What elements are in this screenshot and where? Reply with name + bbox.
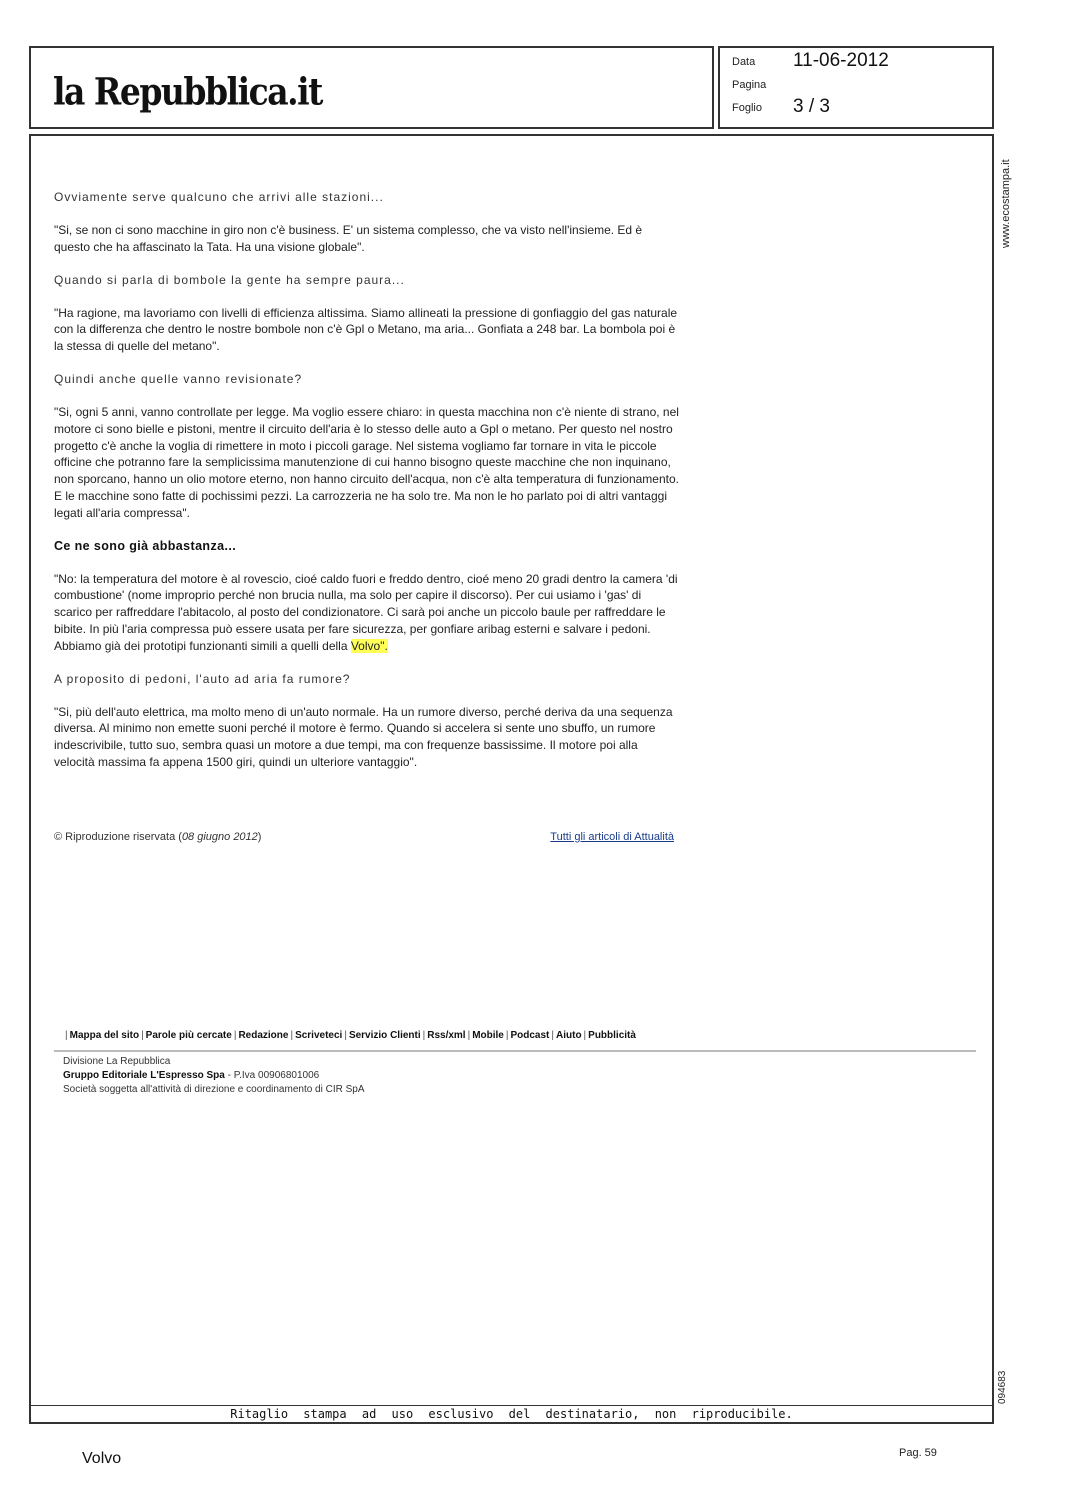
nav-link-podcast[interactable]: Podcast	[510, 1030, 550, 1041]
nav-link-site-map[interactable]: Mappa del sito	[69, 1030, 140, 1041]
article-body	[54, 190, 679, 788]
page-number: Pag. 59	[899, 1447, 937, 1459]
page-label: Pagina	[732, 79, 767, 91]
answer: "Si, ogni 5 anni, vanno controllate per legge. Ma voglio essere chiaro: in questa macchina non c'è niente di strano, nel motore ci sono bielle e pistoni, mentre il circuito dell'aria è lo stesso delle auto a Gpl o metano. Per questo nel nostro progetto c'è anche la voglia di rimettere in moto i piccoli garage. Nel sistema vogliamo far tornare in vita le piccole officine che potranno fare la semplicissima manutenzione di cui hanno bisogno queste macchine che non inquinano, non sporcano, hanno un olio motore eterno, non hanno circuito dell'acqua, non c'è alta temperatura di funzionamento. E le macchine sono fatte di pochissimi pezzi. La carrozzeria ne ha solo tre. Ma non le ho parlato poi di altri vantaggi legati all'aria compressa".	[54, 404, 679, 520]
date-value: 11-06-2012	[793, 50, 889, 71]
date-label: Data	[732, 56, 756, 68]
copyright-text: © Riproduzione riservata (	[54, 831, 182, 843]
answer: "Si, se non ci sono macchine in giro non c'è business. E' un sistema complesso, che va visto nell'insieme. Ed è questo che ha affascinato la Tata. Ha una visione globale".	[54, 223, 643, 254]
nav-link-advertising[interactable]: Pubblicità	[588, 1030, 636, 1041]
masthead-box	[29, 46, 714, 129]
highlighted-keyword: Volvo".	[350, 638, 388, 653]
nav-link-rss[interactable]: Rss/xml	[427, 1030, 466, 1041]
copyright-line	[54, 831, 674, 843]
clipping-code: 094683	[997, 1370, 1008, 1404]
corp-group	[63, 1069, 365, 1083]
all-articles-link[interactable]: Tutti gli articoli di Attualità	[550, 831, 674, 843]
answer-text: "No: la temperatura del motore è al rovescio, cioé caldo fuori e freddo dentro, cioé meno 20 gradi dentro la camera 'di combustione' (nome improprio perché non brucia nulla, ma solo per capire il discorso). Per cui usiamo i 'gas' di scarico per raffreddare l'abitacolo, al posto del condizionatore. Ci sarà poi anche un piccolo baule per raffreddare le bibite. In più l'aria compressa può essere usata per fare sicurezza, per gonfiare aribag esterni e salvare i pedoni. Abbiamo già dei prototipi funzionanti simili a quelli della	[54, 571, 678, 653]
corp-group-name: Gruppo Editoriale L'Espresso Spa	[63, 1070, 225, 1081]
corp-division: Divisione La Repubblica	[63, 1056, 171, 1067]
nav-link-popular-words[interactable]: Parole più cercate	[145, 1030, 232, 1041]
site-footer-nav: | Mappa del sito | Parole più cercate | Redazione | Scriveteci | Servizio Clienti | Rss/xml | Mobile | Podcast | Aiuto | Pubblicità	[65, 1030, 636, 1041]
newspaper-logo: la Repubblica.it	[53, 70, 322, 114]
copyright-close: )	[257, 831, 262, 843]
corp-vat: - P.Iva 00906801006	[224, 1070, 320, 1081]
nav-link-customer-service[interactable]: Servizio Clienti	[348, 1030, 421, 1041]
nav-link-help[interactable]: Aiuto	[556, 1030, 582, 1041]
ecostampa-site-text: www.ecostampa.it	[1000, 159, 1012, 248]
clipping-meta-box	[718, 46, 994, 129]
question: Quando si parla di bombole la gente ha sempre paura...	[54, 272, 405, 287]
question: Quindi anche quelle vanno revisionate?	[54, 371, 303, 386]
answer: "Ha ragione, ma lavoriamo con livelli di efficienza altissima. Siamo allineati la pressione di gonfiaggio del gas naturale con la differenza che dentro le nostre bombole non c'è Gpl o Metano, ma aria... Gonfiata a 248 bar. La bombola poi è la stessa di quelle del metano".	[54, 305, 678, 354]
nav-link-write-us[interactable]: Scriveteci	[295, 1030, 343, 1041]
sheet-value: 3 / 3	[793, 96, 830, 117]
sheet-label: Foglio	[732, 102, 762, 114]
corp-control: Società soggetta all'attività di direzione e coordinamento di CIR SpA	[63, 1084, 365, 1095]
answer: "Si, più dell'auto elettrica, ma molto meno di un'auto normale. Ha un rumore diverso, perché deriva da una sequenza diversa. Al minimo non emette suoni perché il motore è fermo. Quando si accelera si sente uno sbuffo, un rumore indescrivibile, tutto suo, sembra quasi un motore a due tempi, ma con frequenze bassissime. Il motore poi alla velocità massima fa appena 1500 giri, quindi un ulteriore vantaggio".	[54, 704, 673, 769]
question: Ovviamente serve qualcuno che arrivi alle stazioni...	[54, 190, 384, 204]
clipping-disclaimer: Ritaglio stampa ad uso esclusivo del destinatario, non riproducibile.	[31, 1405, 992, 1423]
footer-divider	[54, 1050, 976, 1052]
answer	[54, 571, 679, 655]
question-bold: Ce ne sono già abbastanza...	[54, 538, 237, 553]
question: A proposito di pedoni, l'auto ad aria fa rumore?	[54, 671, 351, 686]
nav-link-mobile[interactable]: Mobile	[472, 1030, 504, 1041]
clipping-topic: Volvo	[82, 1450, 122, 1467]
corporate-info	[63, 1055, 365, 1097]
nav-link-editorial[interactable]: Redazione	[238, 1030, 289, 1041]
copyright-date: 08 giugno 2012	[181, 831, 258, 843]
